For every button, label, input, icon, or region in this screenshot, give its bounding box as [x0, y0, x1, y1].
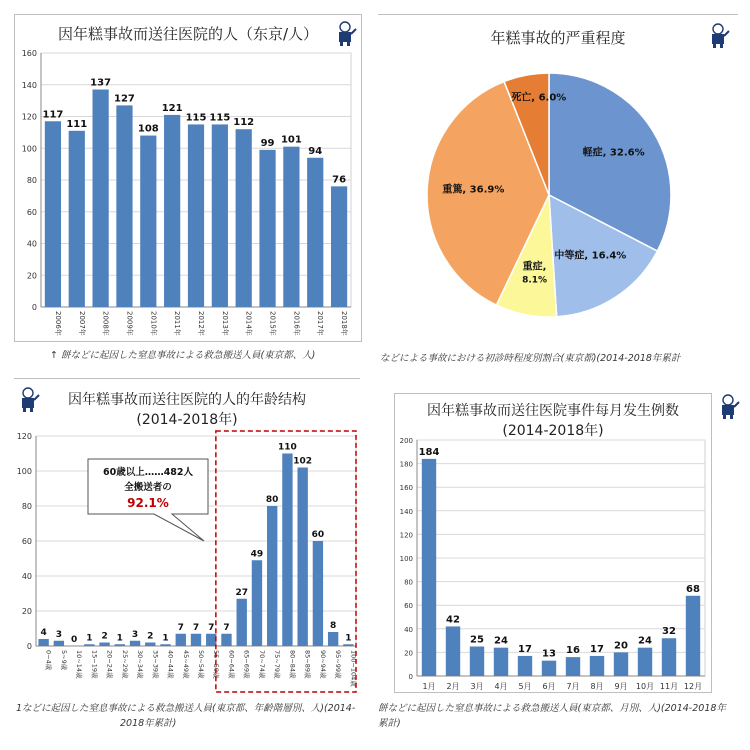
- age-bar: [54, 641, 64, 646]
- age-data-label: 8: [330, 621, 337, 631]
- yearly-data-label: 99: [260, 137, 275, 149]
- yearly-bar: [259, 150, 275, 307]
- age-bar: [221, 634, 231, 646]
- yearly-x-tick-label: 2016年: [292, 311, 301, 336]
- month-data-label: 24: [638, 635, 652, 647]
- month-y-tick-label: 160: [399, 484, 413, 493]
- month-data-label: 17: [590, 643, 604, 655]
- yearly-x-tick-label: 2006年: [53, 311, 62, 336]
- panel-monthly: [394, 393, 712, 693]
- month-x-tick-label: 4月: [494, 682, 508, 691]
- month-bar: [542, 661, 556, 676]
- caption-severity: などによる事故における初診時程度別割合(東京都)(2014-2018年累計: [380, 353, 681, 364]
- month-bar: [422, 459, 436, 676]
- age-x-tick-label: 0~4歳: [44, 650, 53, 671]
- yearly-x-tick-label: 2018年: [340, 311, 349, 336]
- age-data-label: 1: [86, 633, 93, 644]
- age-data-label: 27: [235, 587, 248, 598]
- age-callout-line2: 全搬送者の: [124, 482, 172, 493]
- age-x-tick-label: 25~29歳: [120, 650, 129, 679]
- age-x-tick-label: 35~39歳: [151, 650, 160, 679]
- month-x-tick-label: 8月: [590, 682, 604, 691]
- age-bar: [313, 541, 323, 646]
- age-y-tick-label: 80: [21, 502, 32, 511]
- chart-title-monthly-line2: (2014-2018年): [502, 423, 604, 439]
- age-data-label: 7: [177, 622, 184, 633]
- age-bar: [84, 644, 94, 646]
- age-data-label: 1: [345, 633, 352, 644]
- age-x-tick-label: 100~104歳: [349, 650, 358, 687]
- month-bar: [686, 596, 700, 676]
- yearly-x-tick-label: 2017年: [316, 311, 325, 336]
- month-y-tick-label: 40: [404, 625, 413, 634]
- chart-yearly: [15, 15, 361, 341]
- yearly-x-tick-label: 2013年: [220, 311, 229, 336]
- yearly-x-tick-label: 2012年: [197, 311, 205, 336]
- yearly-x-tick-label: 2011年: [173, 311, 182, 336]
- month-bar: [566, 657, 580, 676]
- month-bar: [494, 648, 508, 676]
- chart-title-age-line2: (2014-2018年): [136, 412, 238, 428]
- chart-title-yearly: 因年糕事故而送往医院的人（东京/人）: [57, 25, 319, 43]
- age-bar: [282, 454, 292, 647]
- yearly-bar: [236, 129, 252, 307]
- yearly-y-tick-label: 120: [21, 112, 37, 122]
- yearly-bar: [140, 136, 156, 307]
- age-x-tick-label: 40~44歳: [166, 650, 175, 679]
- yearly-y-tick-label: 60: [26, 207, 37, 217]
- yearly-data-label: 115: [185, 112, 207, 124]
- panel-yearly: [14, 14, 362, 342]
- caption-age-line1: 1などに起因した窒息事故による救急搬送人員(東京都、年齢階層別、人)(2014-: [16, 703, 356, 714]
- month-y-tick-label: 140: [399, 507, 413, 516]
- age-bar: [99, 643, 109, 647]
- age-x-tick-label: 90~94歳: [318, 650, 327, 679]
- yearly-bar: [164, 115, 180, 307]
- age-y-tick-label: 120: [16, 432, 32, 441]
- month-y-tick-label: 100: [399, 555, 413, 563]
- age-x-tick-label: 50~54歳: [197, 650, 205, 679]
- age-data-label: 7: [208, 622, 215, 633]
- yearly-data-label: 111: [66, 118, 88, 130]
- month-bar: [638, 648, 652, 676]
- age-y-tick-label: 100: [16, 467, 32, 476]
- month-data-label: 32: [662, 626, 676, 638]
- age-data-label: 4: [40, 628, 47, 638]
- yearly-data-label: 76: [332, 174, 347, 186]
- pie-label: 死亡, 6.0%: [511, 92, 567, 104]
- yearly-data-label: 117: [42, 109, 64, 121]
- age-data-label: 7: [192, 622, 200, 633]
- yearly-y-tick-label: 20: [26, 271, 37, 281]
- age-x-tick-label: 45~49歳: [181, 650, 190, 679]
- age-x-tick-label: 75~79歳: [273, 650, 282, 679]
- yearly-x-tick-label: 2009年: [125, 311, 134, 336]
- pie-label: 中等症, 16.4%: [554, 250, 627, 262]
- chart-title-monthly-line1: 因年糕事故而送往医院事件每月发生例数: [427, 403, 679, 419]
- month-x-tick-label: 11月: [659, 682, 679, 691]
- yearly-y-tick-label: 80: [26, 176, 37, 185]
- age-y-tick-label: 40: [21, 572, 32, 581]
- month-bar: [614, 652, 628, 676]
- mascot-icon: [16, 387, 40, 417]
- month-bar: [518, 656, 532, 676]
- month-x-tick-label: 6月: [542, 682, 556, 691]
- age-bar: [115, 644, 125, 646]
- age-x-tick-label: 10~14歳: [75, 650, 84, 679]
- yearly-data-label: 137: [90, 77, 112, 89]
- age-x-tick-label: 5~9歳: [59, 650, 68, 671]
- yearly-x-tick-label: 2015年: [268, 311, 277, 336]
- panel-age: [14, 378, 360, 697]
- age-bar: [130, 641, 140, 646]
- month-x-tick-label: 2月: [446, 682, 460, 691]
- month-x-tick-label: 5月: [518, 682, 532, 691]
- age-data-label: 1: [116, 633, 123, 644]
- chart-age: [14, 379, 360, 697]
- yearly-y-tick-label: 0: [31, 303, 37, 312]
- yearly-y-tick-label: 140: [21, 80, 37, 90]
- caption-yearly: ↑ 餅などに起因した窒息事故による救急搬送人員(東京都、人): [50, 350, 316, 361]
- age-y-tick-label: 0: [26, 642, 32, 651]
- month-bar: [662, 638, 676, 676]
- month-data-label: 25: [470, 634, 484, 646]
- caption-age-line2: 2018年累計): [120, 718, 177, 729]
- age-callout-pct: 92.1%: [127, 496, 169, 510]
- age-x-tick-label: 60~64歳: [227, 650, 236, 679]
- chart-title-age-line1: 因年糕事故而送往医院的人的年龄结构: [68, 392, 306, 408]
- age-bar: [297, 468, 307, 647]
- month-data-label: 184: [418, 446, 440, 458]
- month-y-tick-label: 0: [408, 673, 413, 681]
- yearly-data-label: 112: [233, 117, 255, 129]
- age-x-tick-label: 15~19歳: [90, 650, 99, 679]
- yearly-data-label: 115: [209, 112, 231, 124]
- month-x-tick-label: 1月: [422, 682, 436, 691]
- month-y-tick-label: 200: [399, 437, 413, 445]
- month-y-tick-label: 180: [399, 460, 413, 469]
- pie-label: 重症,: [522, 261, 547, 273]
- age-data-label: 60: [311, 530, 325, 540]
- age-data-label: 102: [293, 456, 313, 467]
- chart-title-severity: 年糕事故的严重程度: [490, 29, 626, 47]
- age-bar: [145, 643, 155, 647]
- yearly-bar: [212, 124, 228, 307]
- age-bar: [38, 639, 48, 646]
- pie-label: 8.1%: [522, 275, 548, 286]
- age-bar: [343, 644, 353, 646]
- age-bar: [328, 632, 338, 646]
- month-data-label: 68: [686, 583, 700, 595]
- month-y-tick-label: 20: [404, 649, 413, 658]
- yearly-y-tick-label: 40: [26, 239, 37, 249]
- age-data-label: 3: [131, 629, 139, 640]
- age-x-tick-label: 70~74歳: [257, 650, 266, 679]
- age-data-label: 80: [265, 495, 279, 505]
- age-bar: [176, 634, 186, 646]
- age-x-tick-label: 85~89歳: [303, 650, 312, 679]
- yearly-data-label: 127: [114, 93, 135, 105]
- age-data-label: 7: [223, 622, 230, 633]
- yearly-x-tick-label: 2014年: [244, 311, 253, 336]
- yearly-x-tick-label: 2008年: [101, 311, 110, 336]
- mascot-icon: [716, 394, 740, 424]
- age-x-tick-label: 30~34歳: [136, 650, 145, 679]
- yearly-x-tick-label: 2007年: [77, 311, 86, 336]
- caption-monthly-line2: 累計): [378, 718, 401, 729]
- yearly-bar: [307, 158, 323, 307]
- month-x-tick-label: 12月: [683, 682, 703, 691]
- age-bar: [267, 506, 277, 646]
- yearly-bar: [116, 105, 132, 307]
- age-data-label: 1: [162, 633, 169, 644]
- month-x-tick-label: 7月: [566, 682, 580, 691]
- yearly-bar: [69, 131, 85, 307]
- age-bar: [252, 560, 262, 646]
- age-x-tick-label: 95~99歳: [334, 650, 343, 679]
- age-bar: [191, 634, 201, 646]
- mascot-icon: [333, 21, 357, 51]
- age-bar: [237, 599, 247, 646]
- caption-monthly-line1: 餅などに起因した窒息事故による救急搬送人員(東京都、月別、人)(2014-2018年: [378, 703, 726, 714]
- pie-label: 軽症, 32.6%: [582, 147, 645, 159]
- panel-severity: [378, 14, 738, 341]
- age-y-tick-label: 20: [21, 607, 32, 616]
- yearly-bar: [331, 186, 347, 307]
- age-data-label: 2: [147, 631, 154, 642]
- age-x-tick-label: 20~24歳: [105, 650, 114, 679]
- chart-severity-pie: [378, 15, 738, 341]
- yearly-x-tick-label: 2010年: [149, 311, 158, 336]
- month-x-tick-label: 10月: [635, 682, 655, 691]
- yearly-data-label: 108: [137, 123, 159, 135]
- mascot-icon: [706, 23, 730, 53]
- month-bar: [470, 647, 484, 677]
- age-x-tick-label: 80~84歳: [288, 650, 297, 679]
- yearly-y-tick-label: 160: [21, 49, 37, 58]
- yearly-bar: [45, 121, 61, 307]
- month-data-label: 17: [518, 643, 532, 655]
- month-data-label: 20: [614, 640, 628, 652]
- yearly-data-label: 101: [280, 134, 302, 146]
- yearly-y-tick-label: 100: [21, 144, 37, 154]
- age-data-label: 2: [101, 631, 108, 642]
- age-data-label: 3: [55, 629, 62, 640]
- age-x-tick-label: 65~69歳: [242, 650, 251, 679]
- month-data-label: 24: [494, 635, 508, 647]
- month-x-tick-label: 3月: [470, 682, 484, 691]
- age-bar: [206, 634, 216, 646]
- month-y-tick-label: 80: [404, 578, 413, 587]
- age-data-label: 110: [278, 442, 297, 453]
- yearly-data-label: 94: [308, 145, 323, 157]
- age-y-tick-label: 60: [21, 537, 32, 546]
- age-callout-line1: 60歳以上……482人: [102, 467, 194, 478]
- age-data-label: 0: [70, 635, 78, 645]
- month-data-label: 16: [566, 645, 580, 657]
- month-y-tick-label: 60: [404, 602, 413, 611]
- month-x-tick-label: 9月: [614, 682, 628, 691]
- age-bar: [160, 644, 170, 646]
- month-y-tick-label: 120: [399, 531, 413, 540]
- pie-label: 重篤, 36.9%: [442, 184, 505, 196]
- month-data-label: 13: [542, 648, 556, 660]
- yearly-data-label: 121: [161, 102, 183, 114]
- month-data-label: 42: [446, 614, 460, 626]
- chart-monthly: [395, 394, 711, 692]
- age-data-label: 49: [250, 549, 264, 560]
- yearly-bar: [283, 147, 299, 307]
- month-bar: [590, 656, 604, 676]
- yearly-bar: [93, 90, 109, 307]
- age-x-tick-label: 55~59歳: [212, 650, 221, 679]
- month-bar: [446, 626, 460, 676]
- yearly-bar: [188, 124, 204, 307]
